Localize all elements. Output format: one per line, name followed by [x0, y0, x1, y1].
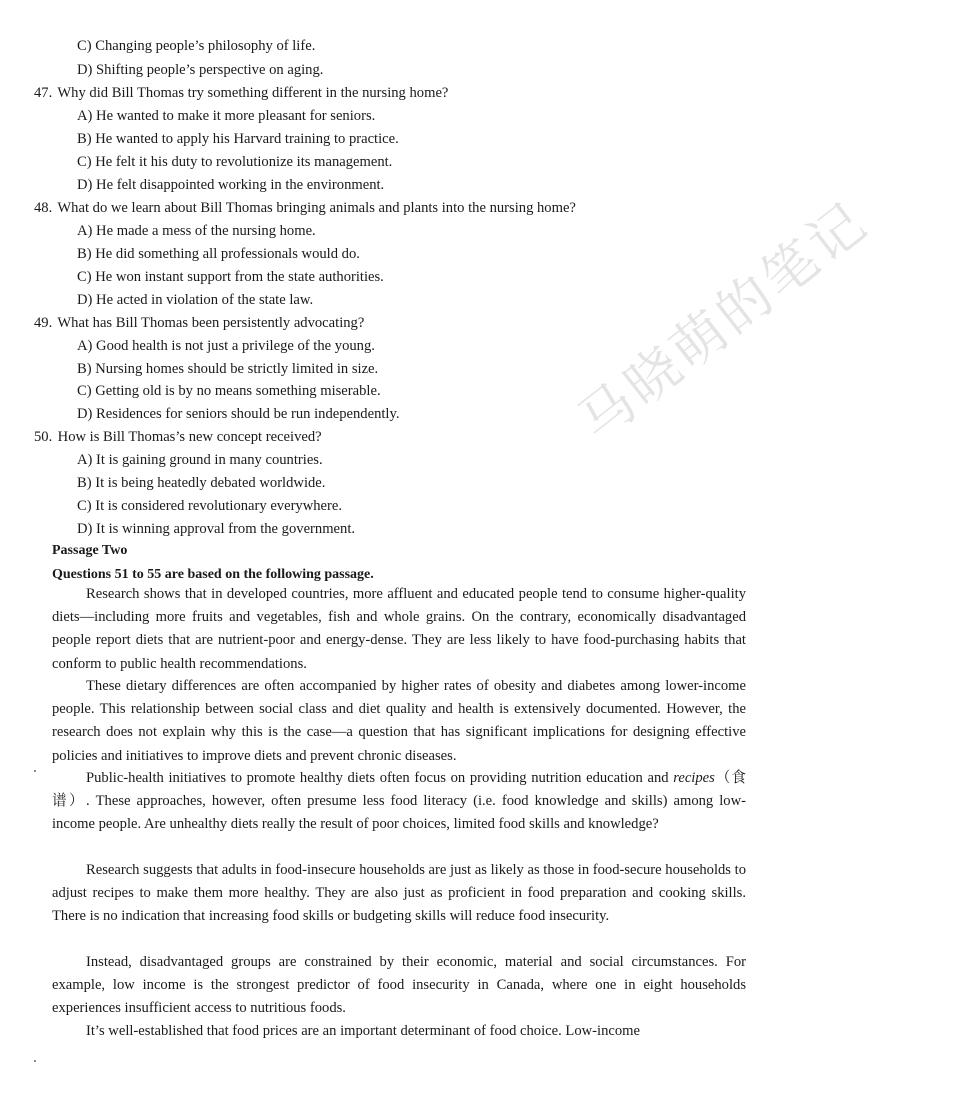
paragraph-4: Research suggests that adults in food-insecure households are just as likely as those in food-secure households to adjust recipes to make them more healthy. They are also just as proficient in food preparation and cooking skills. There is no indication that increasing food skills or budgeting skills will reduce food insecurity. — [52, 862, 746, 925]
recipes-term: recipes — [673, 770, 715, 786]
paragraph-3-lead: Public-health initiatives to promote healthy diets often focus on providing nutrition education and — [86, 770, 669, 786]
watermark-text: 马晓萌的笔记 — [566, 189, 880, 454]
q47-option-d: D) He felt disappointed working in the environment. — [77, 177, 385, 193]
q50-option-a: A) It is gaining ground in many countries. — [77, 452, 323, 468]
q50-option-b: B) It is being heatedly debated worldwide. — [77, 475, 326, 491]
margin-speck — [34, 770, 36, 772]
question-48 — [34, 198, 576, 218]
q48-option-b: B) He did something all professionals would do. — [77, 246, 360, 262]
question-number: 49. — [34, 315, 53, 331]
q48-option-d: D) He acted in violation of the state law. — [77, 292, 314, 308]
q47-option-a: A) He wanted to make it more pleasant for seniors. — [77, 108, 376, 124]
q50-option-d: D) It is winning approval from the government. — [77, 521, 356, 537]
paragraph-3 — [52, 767, 746, 837]
question-text: How is Bill Thomas’s new concept received? — [57, 429, 322, 445]
q47-option-b: B) He wanted to apply his Harvard training to practice. — [77, 131, 399, 147]
q48-option-a: A) He made a mess of the nursing home. — [77, 223, 316, 239]
question-number: 50. — [34, 429, 53, 445]
question-49 — [34, 313, 364, 333]
paragraph-6: It’s well-established that food prices are an important determinant of food choice. Low-income — [86, 1023, 640, 1039]
margin-speck — [34, 1060, 36, 1062]
q49-option-b: B) Nursing homes should be strictly limited in size. — [77, 361, 379, 377]
q46-option-c: C) Changing people’s philosophy of life. — [77, 38, 316, 54]
question-text: Why did Bill Thomas try something different in the nursing home? — [57, 85, 449, 101]
question-number: 47. — [34, 85, 53, 101]
question-number: 48. — [34, 200, 53, 216]
q46-option-d: D) Shifting people’s perspective on aging. — [77, 62, 324, 78]
paragraph-5: Instead, disadvantaged groups are constrained by their economic, material and social circumstances. For example, low income is the strongest predictor of food insecurity in Canada, where one in eight households experiences insufficient access to nutritious foods. — [52, 954, 746, 1017]
paragraph-3-rest: . These approaches, however, often presume less food literacy (i.e. food knowledge and skills) among low-income people. Are unhealthy diets really the result of poor choices, limited food skills and knowledge? — [52, 793, 746, 833]
q49-option-c: C) Getting old is by no means something miserable. — [77, 383, 381, 399]
question-text: What do we learn about Bill Thomas bringing animals and plants into the nursing home? — [57, 200, 576, 216]
q49-option-d: D) Residences for seniors should be run independently. — [77, 406, 400, 422]
paragraph-2: These dietary differences are often accompanied by higher rates of obesity and diabetes among lower-income people. This relationship between social class and diet quality and health is extensively documented. However, the research does not explain why this is the case—a question that has significant implications for designing effective policies and initiatives to improve diets and prevent chronic diseases. — [52, 678, 746, 764]
question-text: What has Bill Thomas been persistently advocating? — [57, 315, 365, 331]
question-47 — [34, 83, 448, 103]
passage-instruction: Questions 51 to 55 are based on the following passage. — [52, 567, 374, 582]
paragraph-1: Research shows that in developed countries, more affluent and educated people tend to consume higher-quality diets—including more fruits and vegetables, fish and whole grains. On the contrary, economically disadvantaged people report diets that are nutrient-poor and energy-dense. They are less likely to have food-purchasing habits that conform to public health recommendations. — [52, 586, 746, 672]
q48-option-c: C) He won instant support from the state authorities. — [77, 269, 384, 285]
q50-option-c: C) It is considered revolutionary everywhere. — [77, 498, 343, 514]
q49-option-a: A) Good health is not just a privilege of the young. — [77, 338, 375, 354]
question-50 — [34, 427, 322, 447]
q47-option-c: C) He felt it his duty to revolutionize its management. — [77, 154, 393, 170]
passage-title: Passage Two — [52, 543, 128, 558]
recipes-gloss: （食谱） — [52, 770, 746, 810]
